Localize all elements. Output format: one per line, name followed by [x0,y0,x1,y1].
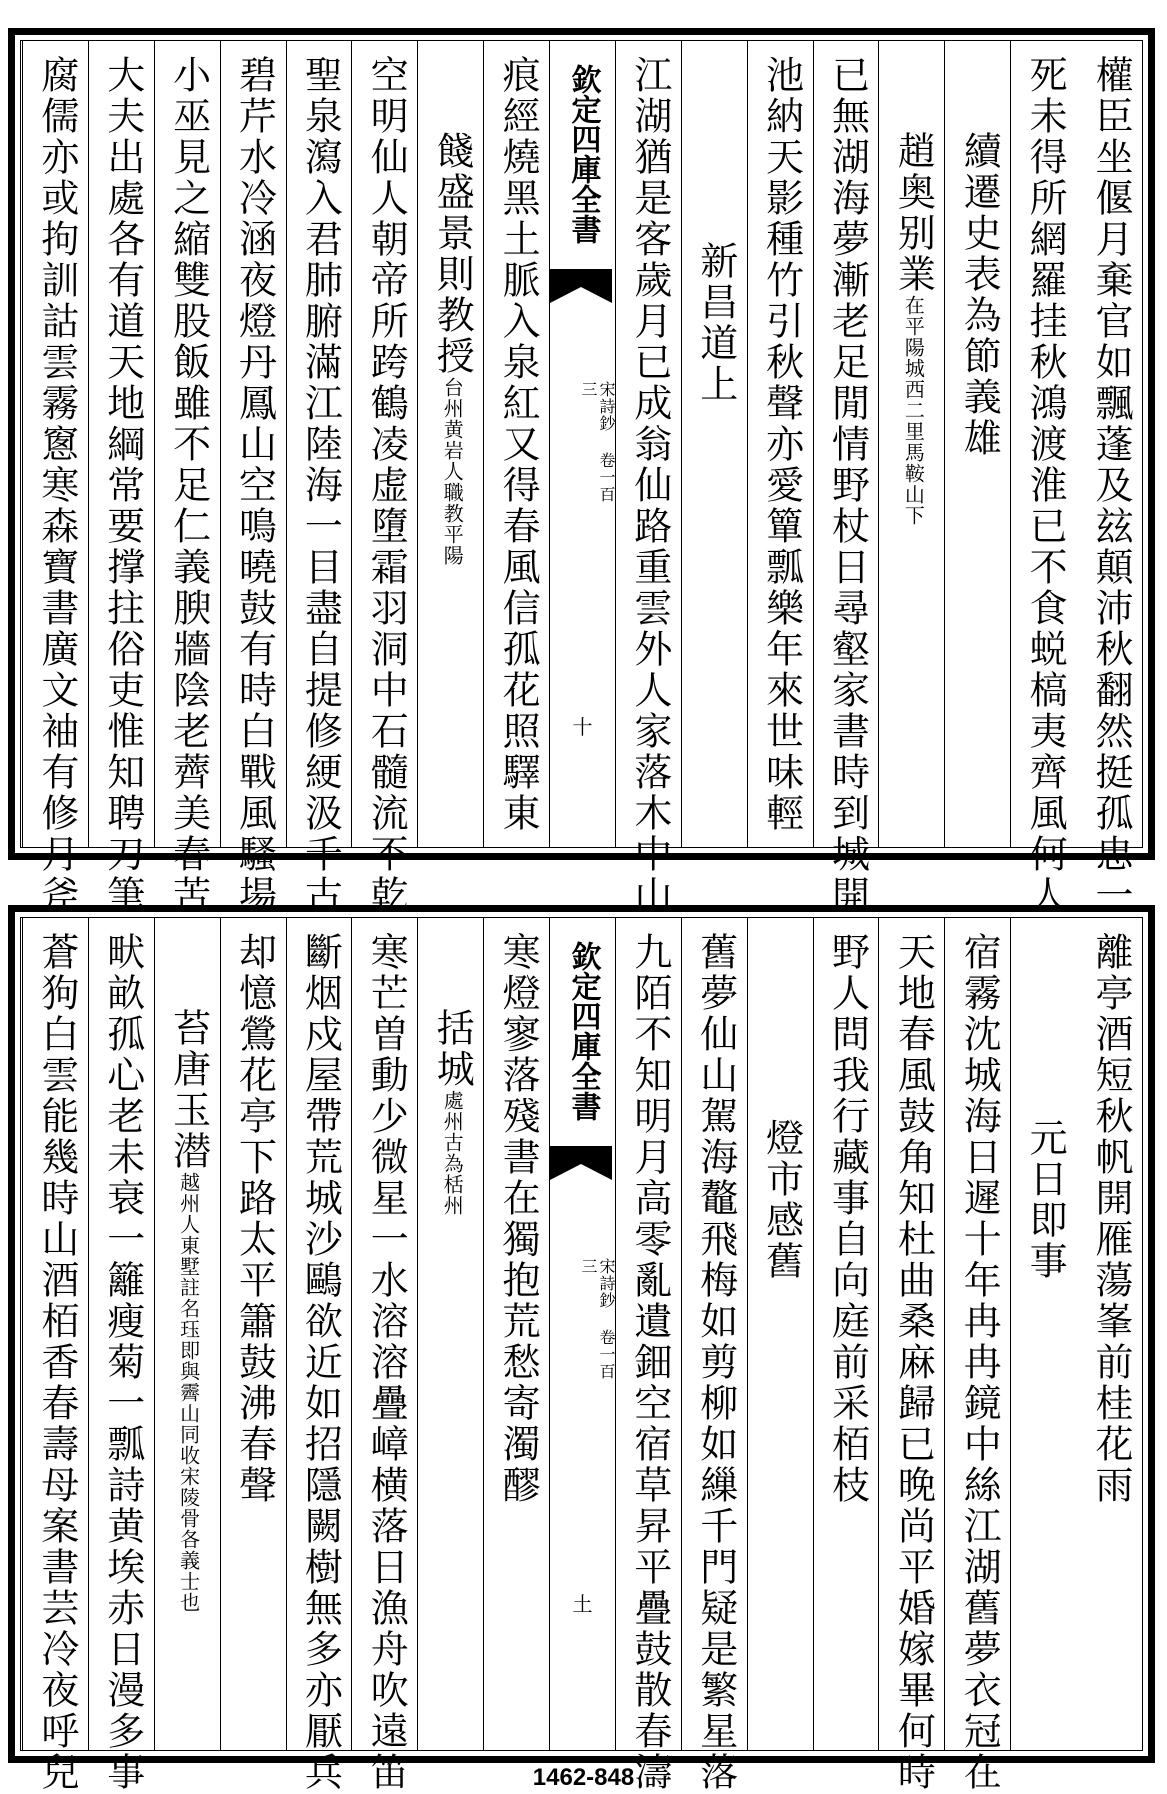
volume-label: 宋詩鈔 卷一百三 [578,1258,616,1380]
poem-title [418,131,483,566]
line-text: 續遷史表為節義雄 [957,131,1002,459]
line-text: 聖泉瀉入君肺腑滿江陸海一目盡自提修綆汲千古 [298,55,343,916]
annotation-note: 處州古為栝州 [440,1090,465,1216]
line-text: 死未得所網羅挂秋鴻渡淮已不食蜕槁夷齊風何人 [1023,55,1068,916]
line-text: 却憶鶯花亭下路太平簫鼓沸春聲 [232,932,277,1506]
text-column [944,41,1010,847]
line-text: 腐儒亦或拘訓詁雲霧窻寒森寶書廣文袖有修月斧 [34,55,79,916]
text-column [1010,41,1076,916]
text-line [748,55,813,834]
text-column [813,41,879,916]
line-text: 痕經燒黑土脈入泉紅又得春風信孤花照驛東 [496,55,541,834]
text-column [220,41,286,916]
text-column [154,918,220,1750]
text-line [945,932,1010,1793]
line-text: 池納天影種竹引秋聲亦愛簞瓢樂年來世味輕 [759,55,804,834]
text-line [1076,932,1142,1506]
top-text-grid [20,40,1143,916]
text-column [878,41,944,847]
poem-title [879,131,944,526]
text-line [287,55,352,916]
fishtail-mark-icon [550,1146,612,1186]
line-text: 新昌道上 [693,241,738,405]
text-line [221,55,286,916]
line-text: 天地春風鼓角知杜曲桑麻歸已晚尚平婚嫁畢何時 [891,932,936,1793]
text-column [286,918,352,1793]
text-column [22,41,88,916]
text-line [682,932,747,1793]
center-fold-column [549,41,615,847]
fishtail-mark-icon [550,269,612,309]
line-text: 空明仙人朝帝所跨鶴凌虚墮霜羽洞中石髓流不乾 [364,55,409,916]
text-column [22,918,88,1793]
text-line [1076,55,1142,916]
text-column [88,41,154,916]
text-column [615,918,681,1793]
text-column [615,41,681,916]
folio-number: 土 [572,1592,593,1616]
text-line [352,932,417,1793]
text-line [221,932,286,1506]
text-column [813,918,879,1750]
text-line [748,1118,813,1282]
poem-title [155,1008,220,1613]
line-text: 已無湖海夢漸老足閒情野杖日尋壑家書時到城開 [825,55,870,916]
text-column [944,918,1010,1793]
text-column [878,918,944,1793]
annotation-note: 在平陽城西二里馬鞍山下 [901,295,926,526]
text-line [23,55,88,916]
text-line [814,932,879,1506]
text-line [155,55,220,916]
line-text: 離亭酒短秋帆開雁蕩峯前桂花雨 [1089,932,1133,1506]
book-title: 欽定四庫全書 [565,941,601,1121]
text-column [417,918,483,1750]
text-column [220,918,286,1750]
line-text: 畎畝孤心老未衰一籬瘦菊一瓢詩黄埃赤日漫多事 [100,932,145,1793]
annotation-note: 台州黄岩人職教平陽 [440,377,465,566]
text-line [945,131,1010,459]
center-fold-column [549,918,615,1750]
line-text: 野人問我行藏事自向庭前采栢枝 [825,932,870,1506]
line-text: 權臣坐偃月棄官如飄蓬及玆顛沛秋翻然挺孤忠一 [1089,55,1133,916]
folio-number: 十 [572,715,593,739]
line-text: 舊夢仙山駕海鼇飛梅如剪柳如繅千門疑是繁星落 [693,932,738,1793]
text-line [23,932,88,1793]
line-text: 蒼狗白雲能幾時山酒栢香春壽母案書芸冷夜呼兒 [34,932,79,1793]
book-title: 欽定四庫全書 [565,64,601,244]
text-column [88,918,154,1793]
text-line [879,932,944,1793]
line-text: 括城 [430,1008,475,1090]
text-line [89,55,154,916]
volume-label: 宋詩鈔 卷一百三 [578,381,616,503]
text-line [616,932,681,1793]
text-line [814,55,879,916]
line-text: 燈市感舊 [759,1118,804,1282]
line-text: 宿霧沈城海日遲十年冉冉鏡中絲江湖舊夢衣冠在 [957,932,1002,1793]
line-text: 趙奥别業 [891,131,936,295]
text-line [1011,1118,1076,1282]
line-text: 寒燈寥落殘書在獨抱荒愁寄濁醪 [496,932,541,1506]
annotation-note: 越州人東墅註名珏即與霽山同收宋陵骨各義士也 [176,1172,201,1613]
text-column [286,41,352,916]
text-line [287,932,352,1793]
line-text: 寒芒曽動少微星一水溶溶疊嶂横落日漁舟吹遠笛 [364,932,409,1793]
page-footer-number: 1462-848 [532,1764,635,1791]
text-line [484,55,549,834]
text-column [1076,41,1142,916]
text-column [351,918,417,1793]
line-text: 九陌不知明月高零亂遺鈿空宿草昇平疊鼓散春濤 [627,932,672,1793]
line-text: 餞盛景則教授 [430,131,475,377]
text-line [616,55,681,916]
text-line [682,241,747,405]
text-column [681,41,747,847]
text-column [747,41,813,847]
top-page-frame [8,28,1155,916]
text-column [1076,918,1142,1750]
line-text: 元日即事 [1023,1118,1068,1282]
line-text: 苔唐玉潜 [166,1008,211,1172]
poem-title [418,1008,483,1216]
line-text: 大夫出處各有道天地綱常要撑拄俗吏惟知聘刀筆 [100,55,145,916]
line-text: 斷烟戍屋帶荒城沙鷗欲近如招隱闕樹無多亦厭兵 [298,932,343,1793]
text-column [681,918,747,1793]
text-column [1010,918,1076,1750]
text-column [154,41,220,916]
line-text: 碧芹水冷涵夜燈丹鳳山空鳴曉鼓有時白戰風騷場 [232,55,277,916]
text-line [352,55,417,916]
text-line [484,932,549,1506]
line-text: 江湖猶是客歲月已成翁仙路重雲外人家落木中山 [627,55,672,916]
text-line [89,932,154,1793]
text-column [483,41,549,847]
text-column [417,41,483,847]
text-column [747,918,813,1750]
text-column [483,918,549,1750]
text-column [351,41,417,916]
line-text: 小巫見之縮雙股飯雖不足仁義腴牆陰老薺美春苦 [166,55,211,916]
text-line [1011,55,1076,916]
top-page-panel [0,28,1167,916]
